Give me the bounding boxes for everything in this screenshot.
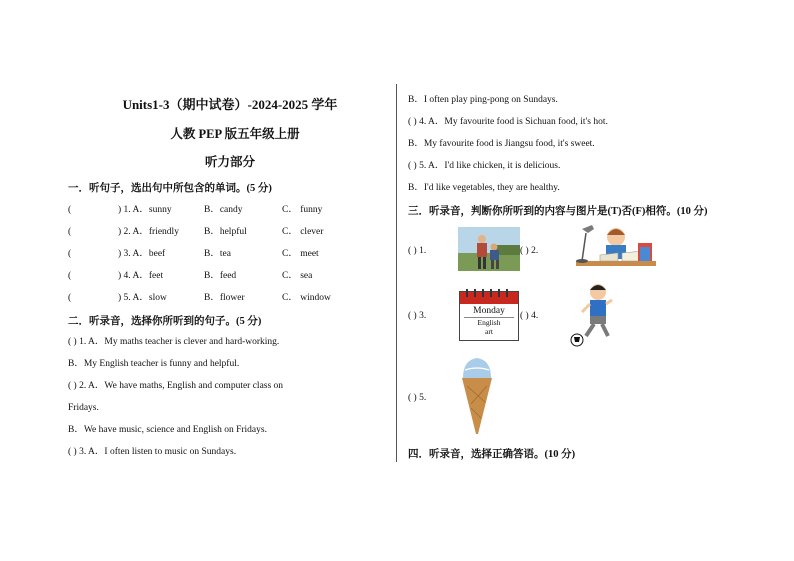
right-line: B．I often play ping-pong on Sundays. [408,95,558,105]
section-3-heading: 三．听录音，判断你所听到的内容与图片是(T)否(F)相符。(10 分) [408,206,708,217]
section-1-heading: 一．听句子，选出句中所包含的单词。(5 分) [68,183,272,194]
exam-title: Units1-3（期中试卷）-2024-2025 学年 [122,97,338,112]
s2-line: ( ) 2. A．We have maths, English and computer class on [68,381,284,391]
picture-5-ice-cream [459,356,495,436]
right-line: ( ) 4. A．My favourite food is Sichuan food, it's hot. [408,117,608,127]
s1-question-2: ( ) 2. A．friendly B．helpful C． clever [68,227,324,237]
s2-line: B．My English teacher is funny and helpful. [68,359,240,369]
calendar-rings [460,292,518,304]
part-heading: 听力部分 [204,155,255,169]
right-line: B．My favourite food is Jiangsu food, it's sweet. [408,139,595,149]
s1-question-4: ( ) 4. A．feet B．feed C． sea [68,271,313,281]
s2-line: ( ) 1. A．My maths teacher is clever and hard-working. [68,337,280,347]
calendar-day: Monday [464,306,514,318]
picture-3-calendar [459,291,519,341]
calendar-subject-1: English [477,318,501,327]
picture-1-people-outdoors [458,227,520,271]
s1-question-3: ( ) 3. A．beef B．tea C． meet [68,249,319,259]
section-4-heading: 四．听录音，选择正确答语。(10 分) [408,449,576,460]
s3-item-2: ( ) 2. [520,246,539,256]
s2-line: ( ) 3. A．I often listen to music on Sundays. [68,447,237,457]
s3-item-3: ( ) 3. [408,311,427,321]
right-line: B．I'd like vegetables, they are healthy. [408,183,560,193]
s2-line: Fridays. [68,403,99,413]
right-line: ( ) 5. A．I'd like chicken, it is delicious. [408,161,561,171]
column-divider [396,84,397,462]
section-2-heading: 二．听录音，选择你所听到的句子。(5 分) [68,316,262,327]
s3-item-1: ( ) 1. [408,246,427,256]
s3-item-4: ( ) 4. [520,311,539,321]
picture-4-boy-with-ball [568,280,618,348]
s3-item-5: ( ) 5. [408,393,427,403]
s2-line: B．We have music, science and English on Fridays. [68,425,267,435]
s1-question-5: ( ) 5. A．slow B．flower C． window [68,293,331,303]
calendar-subject-2: art [485,327,493,336]
picture-2-boy-studying [572,223,658,269]
exam-subtitle: 人教 PEP 版五年级上册 [170,127,300,141]
s1-question-1: ( ) 1. A．sunny B．candy C． funny [68,205,323,215]
